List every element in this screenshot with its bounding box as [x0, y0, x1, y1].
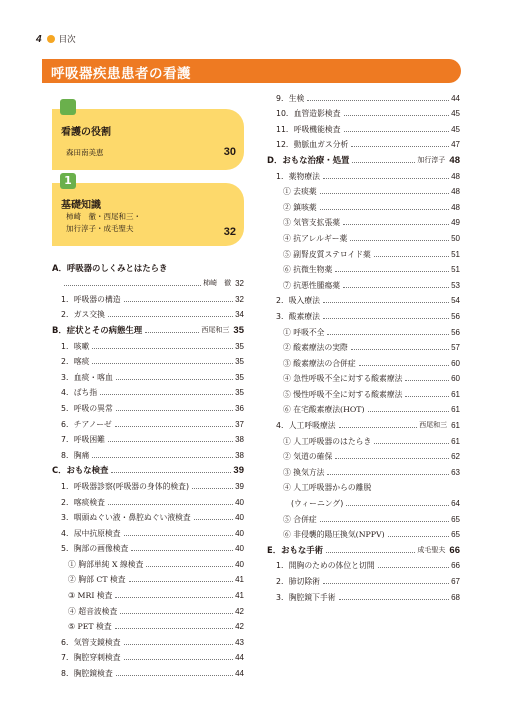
- toc-entry-label: ② 胸部 CT 検査: [68, 575, 126, 585]
- toc-entry-label: 2．喀痰検査: [61, 497, 105, 507]
- toc-entry[interactable]: [267, 291, 460, 307]
- toc-entry-label: 4．ばち指: [61, 388, 98, 398]
- toc-entry-label: ③ 換気方法: [283, 467, 325, 477]
- dot-leader: [327, 474, 449, 475]
- dot-leader: [327, 334, 449, 335]
- dot-leader: [320, 521, 449, 522]
- toc-entry-page: 37: [235, 419, 244, 429]
- toc-entry-label: ⑦ 抗悪性腫瘍薬: [283, 280, 341, 290]
- dot-leader: [351, 349, 449, 350]
- toc-entry-page: 38: [235, 450, 244, 460]
- dot-leader: [124, 659, 234, 660]
- toc-entry-page: 44: [451, 93, 460, 103]
- toc-entry-page: 35: [233, 324, 244, 336]
- toc-entry-author: 西尾和三: [419, 421, 448, 430]
- toc-entry-page: 42: [235, 622, 244, 632]
- dot-leader: [116, 379, 233, 380]
- toc-entry-page: 57: [451, 343, 460, 353]
- toc-entry-label: 3．胸腔鏡下手術: [276, 592, 336, 602]
- dot-leader: [194, 519, 233, 520]
- toc-entry-page: 61: [451, 405, 460, 415]
- toc-entry-label: 5．胸部の画像検査: [61, 544, 129, 554]
- toc-entry-label: ① 呼吸不全: [283, 327, 325, 337]
- toc-entry[interactable]: [267, 166, 460, 182]
- toc-entry-label: 10．血管造影検査: [276, 109, 341, 119]
- toc-entry[interactable]: [267, 369, 460, 385]
- toc-entry[interactable]: [52, 430, 244, 446]
- toc-entry-label: ③ 気管支拡張薬: [283, 218, 341, 228]
- dot-leader: [92, 363, 233, 364]
- dot-leader: [388, 536, 449, 537]
- toc-entry[interactable]: [52, 601, 244, 617]
- toc-entry-page: 50: [451, 233, 460, 243]
- toc-entry-page: 48: [451, 187, 460, 197]
- toc-entry-label: ① 胸部単純 X 線検査: [68, 559, 144, 569]
- toc-entry[interactable]: [267, 244, 460, 260]
- toc-entry-label: ⑤ 副腎皮質ステロイド薬: [283, 249, 371, 259]
- toc-entry-label: ③ 酸素療法の合併症: [283, 358, 356, 368]
- toc-entry[interactable]: [267, 150, 460, 166]
- toc-entry-label: ② 鎮咳薬: [283, 202, 317, 212]
- toc-entry-author: 西尾和三: [201, 325, 230, 334]
- toc-entry-page: 40: [235, 544, 244, 554]
- dot-leader: [339, 599, 450, 600]
- dot-leader: [145, 332, 199, 333]
- green-square-icon: [60, 99, 76, 115]
- toc-entry-page: 53: [451, 280, 460, 290]
- toc-entry-label: 3．咽頭ぬぐい液・鼻腔ぬぐい液検査: [61, 513, 191, 523]
- toc-entry[interactable]: [267, 119, 460, 135]
- toc-entry-page: 35: [235, 388, 244, 398]
- toc-entry-page: 39: [233, 465, 244, 477]
- toc-entry-label: B．症状とその病態生理: [52, 324, 143, 335]
- page-number: 4: [36, 33, 42, 45]
- toc-entry[interactable]: [52, 554, 244, 570]
- toc-entry[interactable]: [267, 322, 460, 338]
- toc-entry-page: 35: [235, 372, 244, 382]
- toc-entry-page: 56: [451, 327, 460, 337]
- toc-entry-label: 2．ガス交換: [61, 310, 105, 320]
- toc-entry-page: 48: [449, 154, 460, 166]
- toc-entry-page: 35: [235, 357, 244, 367]
- card-authors: [66, 211, 141, 235]
- dot-leader: [339, 427, 418, 428]
- dot-leader: [129, 581, 234, 582]
- toc-entry-label: 1．呼吸器診察(呼吸器の身体的検査): [61, 481, 189, 491]
- dot-leader: [335, 458, 449, 459]
- toc-entry-page: 61: [451, 436, 460, 446]
- toc-entry-page: 64: [451, 499, 460, 509]
- dot-leader: [343, 287, 449, 288]
- toc-entry[interactable]: [267, 306, 460, 322]
- dot-leader: [326, 552, 415, 553]
- dot-leader: [352, 162, 415, 163]
- toc-entry-label: 4．尿中抗原検査: [61, 528, 121, 538]
- toc-entry-label: 2．肺切除術: [276, 577, 320, 586]
- toc-entry[interactable]: [52, 274, 244, 290]
- dot-leader: [320, 209, 449, 210]
- dot-leader: [192, 488, 233, 489]
- dot-leader: [323, 302, 449, 303]
- card-author: 森田南美恵: [66, 148, 104, 157]
- toc-entry-label: ⑤ PET 検査: [68, 622, 112, 632]
- toc-column-left: [52, 258, 244, 679]
- toc-entry[interactable]: [267, 338, 460, 354]
- dot-leader: [323, 318, 449, 319]
- toc-entry-label: 2．吸入療法: [276, 296, 320, 306]
- dot-leader: [374, 443, 449, 444]
- card-title: 基礎知識: [61, 200, 101, 211]
- toc-entry-label: C．おもな検査: [52, 465, 109, 476]
- dot-leader: [111, 472, 231, 473]
- toc-entry-page: 40: [235, 497, 244, 507]
- toc-entry[interactable]: [267, 556, 460, 572]
- toc-entry[interactable]: [267, 353, 460, 369]
- dot-leader: [115, 426, 233, 427]
- toc-entry-label: ⑥ 抗微生物薬: [283, 265, 333, 275]
- toc-entry-label: ① 去痰薬: [283, 187, 317, 197]
- toc-entry[interactable]: [52, 289, 244, 305]
- toc-entry[interactable]: [267, 462, 460, 478]
- dot-leader: [146, 566, 233, 567]
- toc-entry-label: 6．チアノーゼ: [61, 419, 112, 429]
- toc-entry[interactable]: [267, 135, 460, 151]
- toc-entry[interactable]: [52, 663, 244, 679]
- toc-entry-author: 加行淳子: [417, 155, 446, 164]
- toc-entry-label: 1．咳嗽: [61, 341, 90, 351]
- page-header: [36, 32, 76, 46]
- toc-entry[interactable]: [52, 461, 244, 477]
- toc-entry[interactable]: [267, 88, 460, 104]
- toc-entry-page: 60: [451, 374, 460, 384]
- toc-entry-page: 48: [451, 202, 460, 212]
- toc-entry-page: 32: [235, 294, 244, 304]
- section-card-basics[interactable]: [52, 174, 244, 246]
- toc-entry-page: 47: [451, 140, 460, 150]
- card-page: 30: [223, 146, 236, 158]
- toc-entry[interactable]: [267, 415, 460, 431]
- toc-entry-label: ② 酸素療法の実際: [283, 343, 348, 353]
- toc-entry-label: 12．動脈血ガス分析: [276, 140, 349, 150]
- dot-leader: [344, 115, 450, 116]
- toc-entry-label: 1．薬物療法: [276, 171, 320, 181]
- dot-leader: [92, 348, 233, 349]
- toc-entry-page: 44: [235, 653, 244, 663]
- toc-entry-label: D．おもな治療・処置: [267, 154, 350, 165]
- toc-entry[interactable]: [267, 571, 460, 587]
- toc-entry[interactable]: [52, 476, 244, 492]
- dot-leader: [359, 365, 449, 366]
- toc-entry[interactable]: [52, 570, 244, 586]
- toc-entry-label: 6．気管支鏡検査: [61, 637, 121, 647]
- toc-entry-label: 11．呼吸機能検査: [276, 124, 341, 134]
- dot-leader: [378, 567, 450, 568]
- toc-entry-label: 4．人工呼吸療法: [276, 421, 336, 431]
- toc-entry-label: ② 気道の確保: [283, 452, 333, 462]
- dot-leader: [351, 146, 449, 147]
- toc-entry-label: 7．呼吸困難: [61, 435, 105, 445]
- toc-entry-page: 62: [451, 452, 460, 462]
- toc-entry-label: 5．呼吸の異常: [61, 403, 113, 413]
- dot-leader: [374, 256, 449, 257]
- toc-entry-label: ④ 人工呼吸器からの離脱: [283, 483, 372, 493]
- dot-leader: [368, 411, 450, 412]
- chapter-title: 呼吸器疾患患者の看護: [51, 66, 191, 82]
- toc-entry[interactable]: [267, 104, 460, 120]
- header-title: 目次: [58, 35, 76, 45]
- toc-entry[interactable]: [267, 525, 460, 541]
- toc-entry-label: ⑤ 合併症: [283, 514, 317, 524]
- toc-entry-label: ① 人工呼吸器のはたらき: [283, 436, 372, 446]
- toc-entry[interactable]: [52, 617, 244, 633]
- dot-leader: [344, 131, 450, 132]
- toc-entry-label: ③ MRI 検査: [68, 591, 113, 601]
- dot-leader: [108, 316, 233, 317]
- bullet-dot-icon: [47, 35, 55, 43]
- toc-column-right: [267, 88, 460, 603]
- toc-entry-page: 67: [451, 577, 460, 586]
- toc-entry-label: (ウィーニング): [291, 499, 344, 509]
- toc-entry-label: 8．胸腔鏡検査: [61, 669, 113, 679]
- toc-entry-page: 35: [235, 341, 244, 351]
- dot-leader: [323, 583, 449, 584]
- toc-entry-label: ④ 抗アレルギー薬: [283, 233, 348, 243]
- toc-entry[interactable]: [267, 400, 460, 416]
- dot-leader: [350, 240, 449, 241]
- section-card-role[interactable]: [52, 109, 244, 170]
- toc-entry[interactable]: [267, 493, 460, 509]
- toc-entry[interactable]: [267, 384, 460, 400]
- toc-entry[interactable]: [267, 182, 460, 198]
- dot-leader: [108, 441, 233, 442]
- toc-entry-page: 51: [451, 249, 460, 259]
- toc-entry-label: 3．血痰・喀血: [61, 372, 113, 382]
- toc-entry-label: ⑤ 慢性呼吸不全に対する酸素療法: [283, 389, 403, 399]
- toc-entry[interactable]: [52, 398, 244, 414]
- toc-entry[interactable]: [267, 540, 460, 556]
- dot-leader: [116, 410, 233, 411]
- toc-entry[interactable]: [52, 523, 244, 539]
- toc-entry[interactable]: [52, 258, 244, 274]
- toc-entry-page: 66: [451, 561, 460, 571]
- toc-entry[interactable]: [52, 336, 244, 352]
- toc-entry-page: 60: [451, 358, 460, 368]
- toc-entry-page: 34: [235, 310, 244, 320]
- toc-entry[interactable]: [52, 383, 244, 399]
- toc-entry-page: 40: [235, 559, 244, 569]
- dot-leader: [108, 504, 233, 505]
- toc-entry-page: 41: [235, 575, 244, 585]
- toc-entry[interactable]: [267, 213, 460, 229]
- card-author-line: 柿崎 徹・西尾和三・: [66, 212, 141, 221]
- badge-number: 1: [64, 174, 72, 187]
- dot-leader: [92, 457, 233, 458]
- toc-entry-label: E．おもな手術: [267, 544, 323, 555]
- dot-leader: [405, 396, 449, 397]
- dot-leader: [320, 193, 449, 194]
- dot-leader: [124, 301, 234, 302]
- dot-leader: [100, 394, 233, 395]
- dot-leader: [115, 628, 233, 629]
- toc-entry-page: 68: [451, 592, 460, 602]
- toc-entry-page: 39: [235, 481, 244, 491]
- toc-entry[interactable]: [52, 320, 244, 336]
- toc-entry-page: 65: [451, 514, 460, 524]
- toc-entry-author: 柿崎 徹: [203, 279, 232, 288]
- toc-entry[interactable]: [52, 492, 244, 508]
- dot-leader: [124, 644, 234, 645]
- dot-leader: [116, 675, 233, 676]
- dot-leader: [335, 271, 449, 272]
- toc-entry[interactable]: [52, 305, 244, 321]
- toc-entry-page: 65: [451, 530, 460, 540]
- toc-entry-label: 8．胸痛: [61, 450, 90, 460]
- dot-leader: [120, 613, 233, 614]
- toc-entry[interactable]: [52, 648, 244, 664]
- toc-entry[interactable]: [267, 509, 460, 525]
- toc-entry-label: ⑥ 在宅酸素療法(HOT): [283, 405, 365, 415]
- toc-entry-label: 3．酸素療法: [276, 311, 320, 321]
- toc-entry-page: 56: [451, 311, 460, 321]
- toc-entry[interactable]: [52, 352, 244, 368]
- dot-leader: [323, 178, 449, 179]
- toc-entry-label: 1．開胸のための体位と切開: [276, 561, 375, 571]
- dot-leader: [343, 224, 449, 225]
- toc-entry-page: 40: [235, 513, 244, 523]
- toc-entry-page: 45: [451, 109, 460, 119]
- toc-entry-label: ⑥ 非侵襲的陽圧換気(NPPV): [283, 530, 385, 540]
- toc-entry[interactable]: [267, 228, 460, 244]
- toc-entry-label: A．呼吸器のしくみとはたらき: [52, 262, 168, 273]
- toc-entry[interactable]: [52, 508, 244, 524]
- green-number-badge: [60, 173, 76, 189]
- toc-entry[interactable]: [267, 587, 460, 603]
- toc-entry-label: 2．喀痰: [61, 357, 90, 367]
- toc-entry-page: 36: [235, 403, 244, 413]
- toc-entry[interactable]: [52, 585, 244, 601]
- toc-entry-label: 1．呼吸器の構造: [61, 294, 121, 304]
- dot-leader: [115, 597, 233, 598]
- toc-entry[interactable]: [267, 447, 460, 463]
- toc-entry[interactable]: [267, 431, 460, 447]
- toc-entry[interactable]: [267, 197, 460, 213]
- toc-entry-page: 42: [235, 606, 244, 616]
- toc-entry-page: 61: [451, 421, 460, 431]
- dot-leader: [346, 505, 449, 506]
- toc-entry-page: 51: [451, 265, 460, 275]
- toc-entry[interactable]: [52, 539, 244, 555]
- toc-entry-author: 成毛聖夫: [417, 545, 446, 554]
- toc-entry-page: 48: [451, 171, 460, 181]
- chapter-banner: [42, 59, 461, 83]
- toc-entry[interactable]: [267, 275, 460, 291]
- dot-leader: [124, 535, 234, 536]
- toc-entry-page: 40: [235, 528, 244, 538]
- card-title: 看護の役割: [61, 127, 111, 138]
- toc-entry-page: 61: [451, 389, 460, 399]
- toc-entry-page: 43: [235, 637, 244, 647]
- toc-entry-page: 66: [449, 544, 460, 556]
- toc-entry-label: ④ 超音波検査: [68, 606, 118, 616]
- toc-entry[interactable]: [52, 445, 244, 461]
- dot-leader: [131, 550, 233, 551]
- toc-entry-page: 44: [235, 669, 244, 679]
- toc-entry-page: 49: [451, 218, 460, 228]
- toc-entry-page: 41: [235, 591, 244, 601]
- toc-entry-page: 45: [451, 124, 460, 134]
- toc-entry[interactable]: [52, 414, 244, 430]
- dot-leader: [307, 100, 449, 101]
- toc-entry-page: 32: [235, 279, 244, 289]
- toc-entry[interactable]: [267, 478, 460, 494]
- toc-entry[interactable]: [267, 260, 460, 276]
- toc-entry-label: 9．生検: [276, 93, 305, 103]
- card-page: 32: [223, 226, 236, 238]
- toc-entry-page: 38: [235, 435, 244, 445]
- card-author-line: 加行淳子・成毛聖夫: [66, 224, 134, 233]
- toc-entry-label: ④ 急性呼吸不全に対する酸素療法: [283, 374, 403, 384]
- toc-entry-page: 63: [451, 467, 460, 477]
- toc-entry-label: 7．胸腔穿刺検査: [61, 653, 121, 663]
- dot-leader: [64, 285, 201, 286]
- toc-entry[interactable]: [52, 632, 244, 648]
- toc-entry[interactable]: [52, 367, 244, 383]
- toc-entry-page: 54: [451, 296, 460, 306]
- dot-leader: [405, 380, 449, 381]
